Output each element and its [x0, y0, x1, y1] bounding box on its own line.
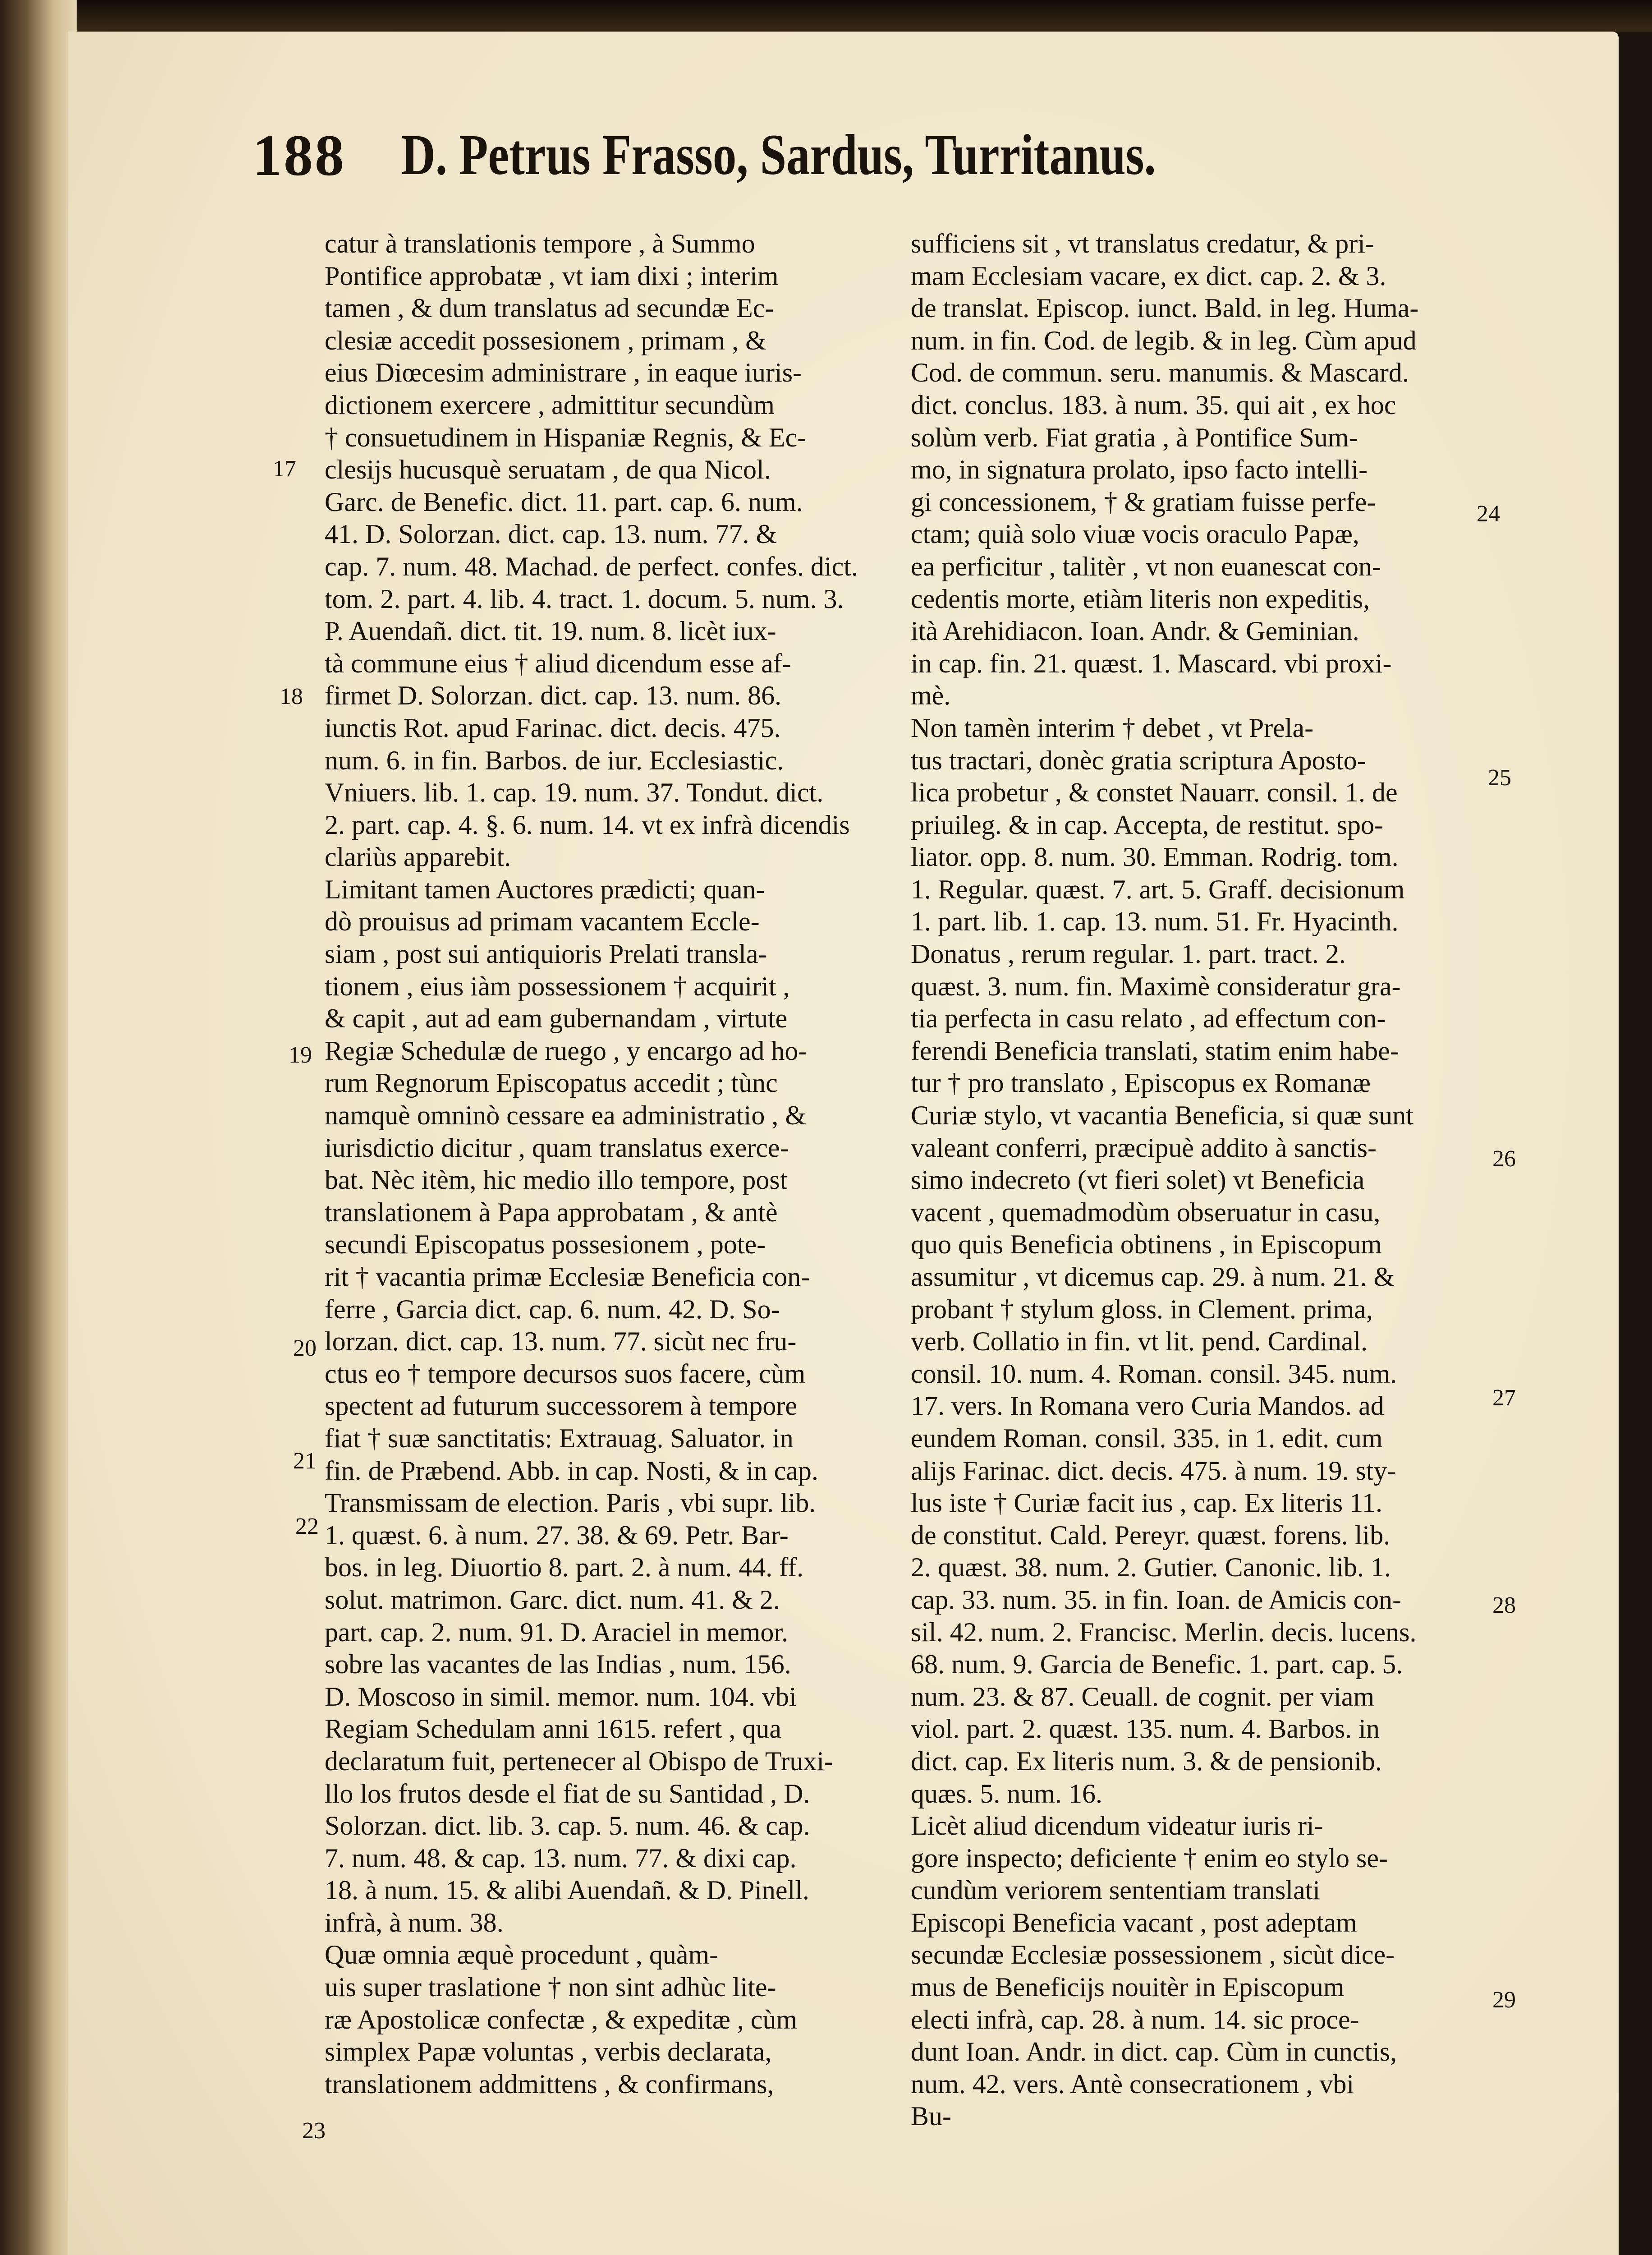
text-line: rum Regnorum Episcopatus accedit ; tùnc — [325, 1068, 778, 1098]
text-line: cundùm veriorem sententiam translati — [911, 1875, 1321, 1905]
text-line: Solorzan. dict. lib. 3. cap. 5. num. 46. & cap. — [325, 1811, 810, 1841]
text-line: quæs. 5. num. 16. — [911, 1778, 1103, 1809]
text-line: Vniuers. lib. 1. cap. 19. num. 37. Tondut. dict. — [325, 778, 824, 808]
text-line: uis super traslatione † non sint adhùc lite- — [325, 1972, 776, 2002]
margin-number: 23 — [302, 2118, 326, 2144]
text-line: Regiæ Schedulæ de ruego , y encargo ad ho- — [325, 1035, 808, 1066]
text-line: dict. conclus. 183. à num. 35. qui ait , ex hoc — [911, 390, 1396, 420]
text-line: lica probetur , & constet Nauarr. consil. 1. de — [911, 778, 1398, 808]
margin-number: 28 — [1492, 1592, 1516, 1618]
text-line: valeant conferri, præcipuè addito à sanctis- — [911, 1132, 1377, 1163]
margin-number: 24 — [1477, 501, 1500, 527]
text-line: cedentis morte, etiàm literis non expeditis, — [911, 584, 1370, 614]
text-line: electi infrà, cap. 28. à num. 14. sic proce- — [911, 2004, 1359, 2034]
text-line: liator. opp. 8. num. 30. Emman. Rodrig. tom. — [911, 842, 1399, 872]
text-line: ctus eo † tempore decursos suos facere, cùm — [325, 1358, 806, 1389]
text-line: 1. quæst. 6. à num. 27. 38. & 69. Petr. Bar- — [325, 1520, 789, 1550]
text-line: gore inspecto; deficiente † enim eo stylo se- — [911, 1843, 1388, 1873]
book-page-edges — [0, 0, 77, 2255]
text-line: Non tamèn interim † debet , vt Prela- — [911, 713, 1314, 743]
text-line: Pontifice approbatæ , vt iam dixi ; interim — [325, 261, 779, 291]
right-text-column — [911, 228, 1479, 2133]
text-line: siam , post sui antiquioris Prelati transla- — [325, 939, 767, 969]
text-line: & capit , aut ad eam gubernandam , virtute — [325, 1003, 788, 1034]
text-line: firmet D. Solorzan. dict. cap. 13. num. 86. — [325, 681, 782, 711]
text-line: 2. quæst. 38. num. 2. Gutier. Canonic. lib. 1. — [911, 1552, 1391, 1583]
text-line: Cod. de commun. seru. manumis. & Mascard. — [911, 358, 1409, 388]
text-line: catur à translationis tempore , à Summo — [325, 229, 755, 258]
text-line: ferre , Garcia dict. cap. 6. num. 42. D. So- — [325, 1294, 780, 1324]
text-line: declaratum fuit, pertenecer al Obispo de Truxi- — [325, 1746, 833, 1776]
margin-number: 29 — [1492, 1987, 1516, 2013]
margin-number: 22 — [295, 1514, 319, 1539]
text-line: num. 23. & 87. Ceuall. de cognit. per viam — [911, 1681, 1375, 1712]
text-line: lus iste † Curiæ facit ius , cap. Ex literis 11. — [911, 1488, 1382, 1518]
text-line: fiat † suæ sanctitatis: Extrauag. Saluator. in — [325, 1423, 794, 1453]
text-line: spectent ad futurum successorem à tempore — [325, 1391, 797, 1421]
text-line: vacent , quemadmodùm obseruatur in casu, — [911, 1197, 1381, 1227]
text-line: infrà, à num. 38. — [325, 1907, 504, 1937]
text-line: ità Arehidiacon. Ioan. Andr. & Geminian. — [911, 616, 1359, 646]
text-line: Episcopi Beneficia vacant , post adeptam — [911, 1907, 1357, 1937]
text-line: assumitur , vt dicemus cap. 29. à num. 21. & — [911, 1262, 1395, 1292]
text-line: tus tractari, donèc gratia scriptura Aposto- — [911, 745, 1366, 775]
text-line: translationem à Papa approbatam , & antè — [325, 1197, 778, 1227]
running-title: D. Petrus Frasso, Sardus, Turritanus. — [401, 123, 1156, 187]
margin-number: 20 — [293, 1335, 317, 1361]
text-line: de translat. Episcop. iunct. Bald. in leg. Huma- — [911, 293, 1419, 323]
text-line: Curiæ stylo, vt vacantia Beneficia, si quæ sunt — [911, 1100, 1413, 1131]
text-line: viol. part. 2. quæst. 135. num. 4. Barbos. in — [911, 1714, 1380, 1744]
text-line: num. 42. vers. Antè consecrationem , vbi — [911, 2069, 1354, 2099]
text-line: fin. de Præbend. Abb. in cap. Nosti, & in cap. — [325, 1455, 818, 1486]
text-line: Transmissam de election. Paris , vbi supr. lib. — [325, 1488, 816, 1518]
text-line: iurisdictio dicitur , quam translatus exerce- — [325, 1132, 789, 1163]
text-line: quæst. 3. num. fin. Maximè consideratur gra- — [911, 971, 1401, 1001]
text-line: consil. 10. num. 4. Roman. consil. 345. num. — [911, 1358, 1397, 1389]
text-line: Licèt aliud dicendum videatur iuris ri- — [911, 1811, 1323, 1841]
text-line: simplex Papæ voluntas , verbis declarata, — [325, 2037, 772, 2067]
text-line: Quæ omnia æquè procedunt , quàm- — [325, 1940, 719, 1970]
text-line: 17. vers. In Romana vero Curia Mandos. ad — [911, 1391, 1384, 1421]
text-line: ræ Apostolicæ confectæ , & expeditæ , cùm — [325, 2004, 798, 2034]
text-line: mus de Beneficijs nouitèr in Episcopum — [911, 1972, 1345, 2002]
text-line: Bu- — [911, 2101, 951, 2131]
text-line: probant † stylum gloss. in Clement. prima, — [911, 1294, 1373, 1324]
text-line: dò prouisus ad primam vacantem Eccle- — [325, 907, 760, 937]
text-line: tà commune eius † aliud dicendum esse af- — [325, 648, 791, 678]
text-line: simo indecreto (vt fieri solet) vt Beneficia — [911, 1165, 1365, 1195]
text-line: sil. 42. num. 2. Francisc. Merlin. decis. lucens. — [911, 1617, 1417, 1647]
text-line: solut. matrimon. Garc. dict. num. 41. & 2. — [325, 1584, 780, 1615]
text-line: dunt Ioan. Andr. in dict. cap. Cùm in cunctis, — [911, 2037, 1397, 2067]
text-line: num. 6. in fin. Barbos. de iur. Ecclesiastic. — [325, 745, 784, 775]
text-line: bos. in leg. Diuortio 8. part. 2. à num. 44. ff. — [325, 1552, 804, 1583]
text-line: verb. Collatio in fin. vt lit. pend. Cardinal. — [911, 1326, 1368, 1357]
text-line: iunctis Rot. apud Farinac. dict. decis. 475. — [325, 713, 781, 743]
text-line: eius Diœcesim administrare , in eaque iuris- — [325, 358, 802, 388]
text-line: sobre las vacantes de las Indias , num. 156. — [325, 1649, 791, 1680]
text-line: clariùs apparebit. — [325, 842, 511, 872]
text-line: Donatus , rerum regular. 1. part. tract. 2. — [911, 939, 1346, 969]
text-line: Limitant tamen Auctores prædicti; quan- — [325, 874, 765, 904]
text-line: tionem , eius iàm possessionem † acquirit , — [325, 971, 790, 1001]
text-line: tia perfecta in casu relato , ad effectum con- — [911, 1003, 1386, 1034]
margin-number: 19 — [289, 1042, 312, 1068]
margin-number: 27 — [1492, 1385, 1516, 1411]
left-text-column — [325, 228, 893, 2100]
margin-number: 25 — [1488, 765, 1511, 791]
text-line: namquè omninò cessare ea administratio , & — [325, 1100, 807, 1131]
text-line: lorzan. dict. cap. 13. num. 77. sicùt nec fru- — [325, 1326, 797, 1357]
text-line: in cap. fin. 21. quæst. 1. Mascard. vbi proxi- — [911, 648, 1392, 678]
text-line: rit † vacantia primæ Ecclesiæ Beneficia con- — [325, 1262, 810, 1292]
margin-number: 17 — [273, 456, 296, 482]
text-line: ctam; quià solo viuæ vocis oraculo Papæ, — [911, 519, 1359, 549]
text-line: de constitut. Cald. Pereyr. quæst. forens. lib. — [911, 1520, 1390, 1550]
text-line: alijs Farinac. dict. decis. 475. à num. 19. sty- — [911, 1455, 1396, 1486]
text-line: tom. 2. part. 4. lib. 4. tract. 1. docum. 5. num. 3. — [325, 584, 844, 614]
book-top-shadow — [0, 0, 1652, 32]
text-line: secundi Episcopatus possesionem , pote- — [325, 1229, 766, 1260]
text-line: 1. part. lib. 1. cap. 13. num. 51. Fr. Hyacinth. — [911, 907, 1399, 937]
text-line: 68. num. 9. Garcia de Benefic. 1. part. cap. 5. — [911, 1649, 1403, 1680]
margin-number: 21 — [293, 1448, 317, 1474]
text-line: sufficiens sit , vt translatus credatur, & pri- — [911, 229, 1374, 258]
text-line: cap. 33. num. 35. in fin. Ioan. de Amicis con- — [911, 1584, 1402, 1615]
text-line: Garc. de Benefic. dict. 11. part. cap. 6. num. — [325, 487, 803, 517]
text-line: ea perficitur , talitèr , vt non euanescat con- — [911, 551, 1381, 581]
text-line: mam Ecclesiam vacare, ex dict. cap. 2. & 3. — [911, 261, 1386, 291]
text-line: priuileg. & in cap. Accepta, de restitut. spo- — [911, 810, 1384, 840]
page-header — [252, 113, 1479, 221]
text-line: dict. cap. Ex literis num. 3. & de pensionib. — [911, 1746, 1382, 1776]
text-line: 7. num. 48. & cap. 13. num. 77. & dixi cap. — [325, 1843, 797, 1873]
text-line: eundem Roman. consil. 335. in 1. edit. cum — [911, 1423, 1383, 1453]
text-line: 2. part. cap. 4. §. 6. num. 14. vt ex infrà dicendis — [325, 810, 850, 840]
text-line: ferendi Beneficia translati, statim enim habe- — [911, 1035, 1399, 1066]
text-line: clesijs hucusquè seruatam , de qua Nicol. — [325, 455, 771, 485]
text-line: † consuetudinem in Hispaniæ Regnis, & Ec- — [325, 422, 807, 452]
text-line: 1. Regular. quæst. 7. art. 5. Graff. decisionum — [911, 874, 1405, 904]
text-line: quo quis Beneficia obtinens , in Episcopum — [911, 1229, 1382, 1260]
text-line: tamen , & dum translatus ad secundæ Ec- — [325, 293, 774, 323]
text-line: mè. — [911, 681, 951, 711]
text-line: part. cap. 2. num. 91. D. Araciel in memor. — [325, 1617, 789, 1647]
text-line: P. Auendañ. dict. tit. 19. num. 8. licèt iux- — [325, 616, 776, 646]
text-line: translationem addmittens , & confirmans, — [325, 2069, 774, 2099]
margin-number: 18 — [280, 684, 303, 709]
text-line: secundæ Ecclesiæ possessionem , sicùt dice- — [911, 1940, 1395, 1970]
text-line: 41. D. Solorzan. dict. cap. 13. num. 77. & — [325, 519, 777, 549]
text-line: tur † pro translato , Episcopus ex Romanæ — [911, 1068, 1371, 1098]
text-line: bat. Nèc itèm, hic medio illo tempore, post — [325, 1165, 788, 1195]
margin-number: 26 — [1492, 1146, 1516, 1172]
text-line: num. in fin. Cod. de legib. & in leg. Cùm apud — [911, 325, 1417, 355]
text-line: cap. 7. num. 48. Machad. de perfect. confes. dict. — [325, 551, 858, 581]
text-line: D. Moscoso in simil. memor. num. 104. vbi — [325, 1681, 797, 1712]
text-line: solùm verb. Fiat gratia , à Pontifice Sum- — [911, 422, 1358, 452]
text-line: llo los frutos desde el fiat de su Santidad , D. — [325, 1778, 810, 1809]
page-number: 188 — [252, 123, 346, 188]
text-line: clesiæ accedit possesionem , primam , & — [325, 325, 766, 355]
text-line: gi concessionem, † & gratiam fuisse perfe- — [911, 487, 1376, 517]
text-line: mo, in signatura prolato, ipso facto intelli- — [911, 455, 1368, 485]
text-line: dictionem exercere , admittitur secundùm — [325, 390, 775, 420]
text-line: 18. à num. 15. & alibi Auendañ. & D. Pinell. — [325, 1875, 809, 1905]
text-line: Regiam Schedulam anni 1615. refert , qua — [325, 1714, 782, 1744]
